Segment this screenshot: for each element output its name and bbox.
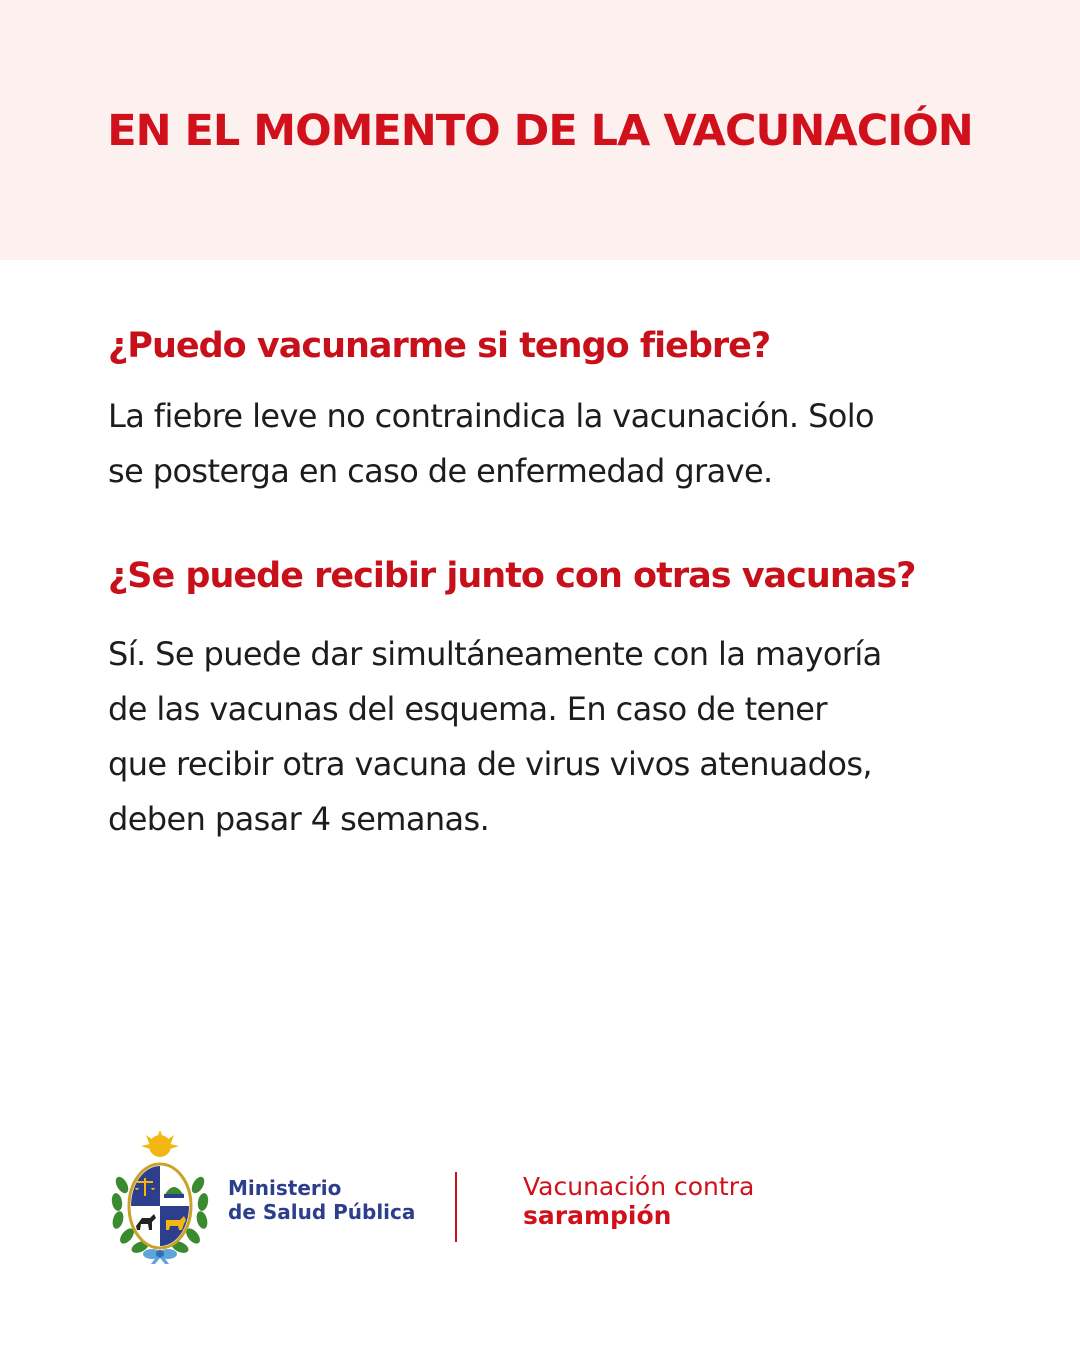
answer-line: La fiebre leve no contraindica la vacunación. Solo xyxy=(108,397,875,435)
uruguay-coat-of-arms-icon xyxy=(108,1130,212,1265)
answer-line: deben pasar 4 semanas. xyxy=(108,800,490,838)
answer-line: que recibir otra vacuna de virus vivos atenuados, xyxy=(108,745,872,783)
faq-answer xyxy=(108,389,1008,499)
ministry-line: de Salud Pública xyxy=(228,1200,416,1224)
page-title: EN EL MOMENTO DE LA VACUNACIÓN xyxy=(107,106,973,156)
campaign-line: Vacunación contra xyxy=(523,1172,755,1201)
answer-line: se posterga en caso de enfermedad grave. xyxy=(108,452,773,490)
faq-answer xyxy=(108,627,1008,847)
faq-item-fever xyxy=(108,323,1008,499)
answer-line: Sí. Se puede dar simultáneamente con la mayoría xyxy=(108,635,882,673)
answer-line: de las vacunas del esquema. En caso de tener xyxy=(108,690,827,728)
ministry-name xyxy=(228,1176,415,1224)
campaign-name xyxy=(523,1172,754,1230)
faq-question: ¿Puedo vacunarme si tengo fiebre? xyxy=(108,326,771,366)
ministry-line: Ministerio xyxy=(228,1176,342,1200)
faq-question: ¿Se puede recibir junto con otras vacunas? xyxy=(108,556,916,596)
footer-divider xyxy=(455,1172,457,1242)
footer xyxy=(108,1130,1008,1265)
faq-item-other-vaccines xyxy=(108,553,1008,847)
header-band xyxy=(0,0,1080,260)
campaign-line: sarampión xyxy=(523,1201,672,1230)
